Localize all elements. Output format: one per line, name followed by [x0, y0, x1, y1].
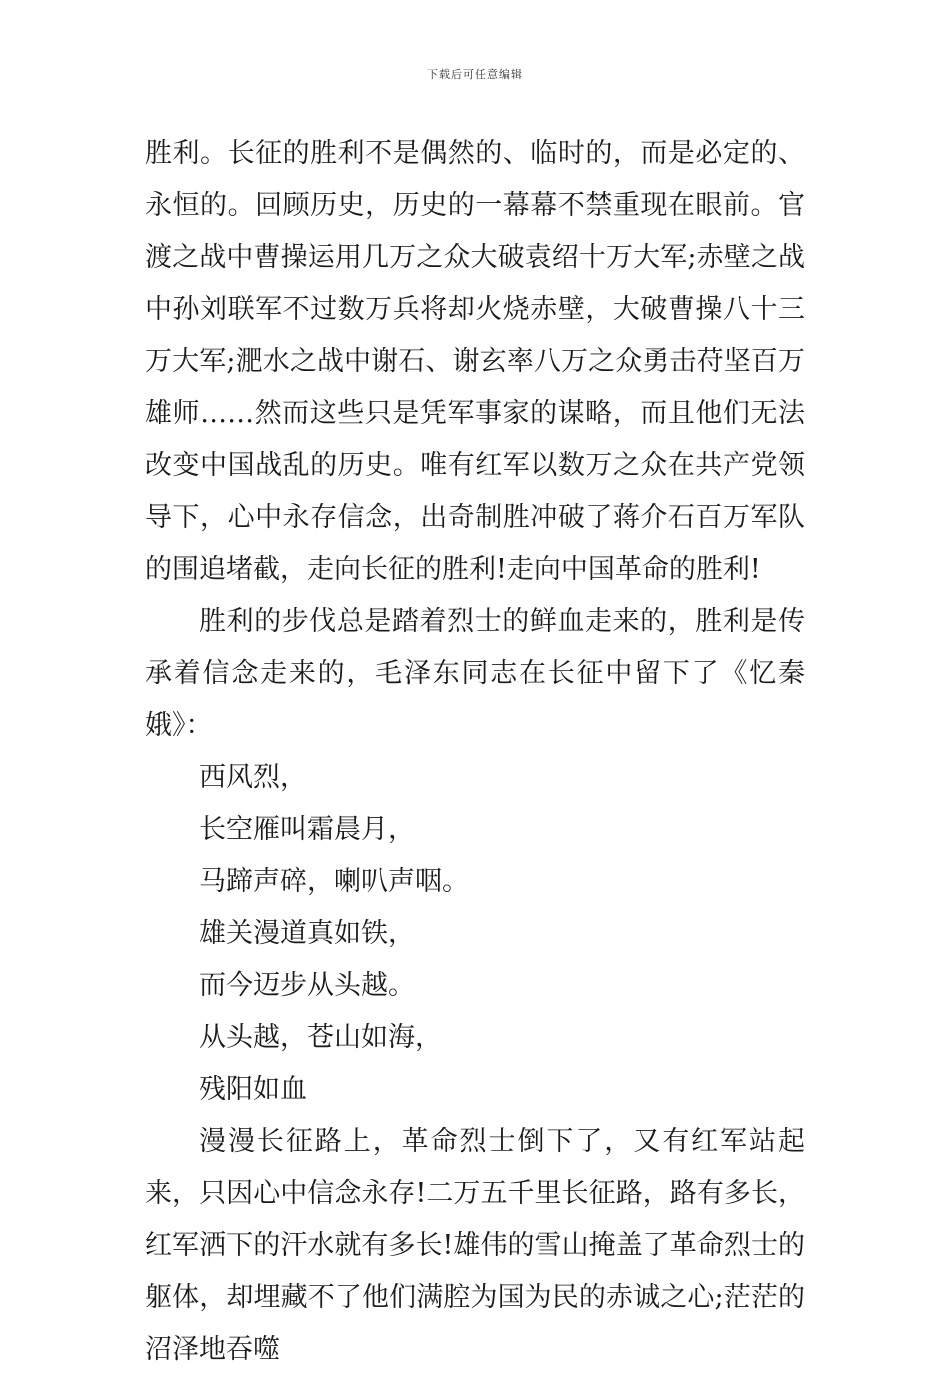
- poem-line: 长空雁叫霜晨月，: [199, 814, 415, 845]
- paragraph-victory-history: 胜利。长征的胜利不是偶然的、临时的，而是必定的、永恒的。回顾历史，历史的一幕幕不禁重现在眼前。官渡之战中曹操运用几万之众大破袁绍十万大军;赤壁之战中孙刘联军不过数万兵将却火烧赤壁，大破曹操八十三万大军;淝水之战中谢石、谢玄率八万之众勇击苻坚百万雄师……然而这些只是凭军事家的谋略，而且他们无法改变中国战乱的历史。唯有红军以数万之众在共产党领导下，心中永存信念，出奇制胜冲破了蒋介石百万军队的围追堵截，走向长征的胜利!走向中国革命的胜利!: [145, 138, 805, 585]
- poem-line: 残阳如血: [199, 1074, 307, 1105]
- poem-line: 从头越，苍山如海，: [199, 1022, 442, 1053]
- page-header-note: 下载后可任意编辑: [427, 68, 523, 81]
- paragraph-long-march: 漫漫长征路上，革命烈士倒下了，又有红军站起来，只因心中信念永存!二万五千里长征路，路有多长，红军洒下的汗水就有多长!雄伟的雪山掩盖了革命烈士的躯体，却埋藏不了他们满腔为国为民的赤诚之心;茫茫的沼泽地吞噬: [145, 1126, 805, 1365]
- poem-line: 西风烈，: [199, 762, 307, 793]
- document-body: [145, 128, 805, 1376]
- poem-block: [145, 752, 805, 1116]
- poem-line: 雄关漫道真如铁，: [199, 918, 415, 949]
- poem-line: 马蹄声碎，喇叭声咽。: [199, 866, 469, 897]
- poem-line: 而今迈步从头越。: [199, 970, 415, 1001]
- paragraph-poem-intro: 胜利的步伐总是踏着烈士的鲜血走来的，胜利是传承着信念走来的，毛泽东同志在长征中留下了《忆秦娥》：: [145, 606, 805, 741]
